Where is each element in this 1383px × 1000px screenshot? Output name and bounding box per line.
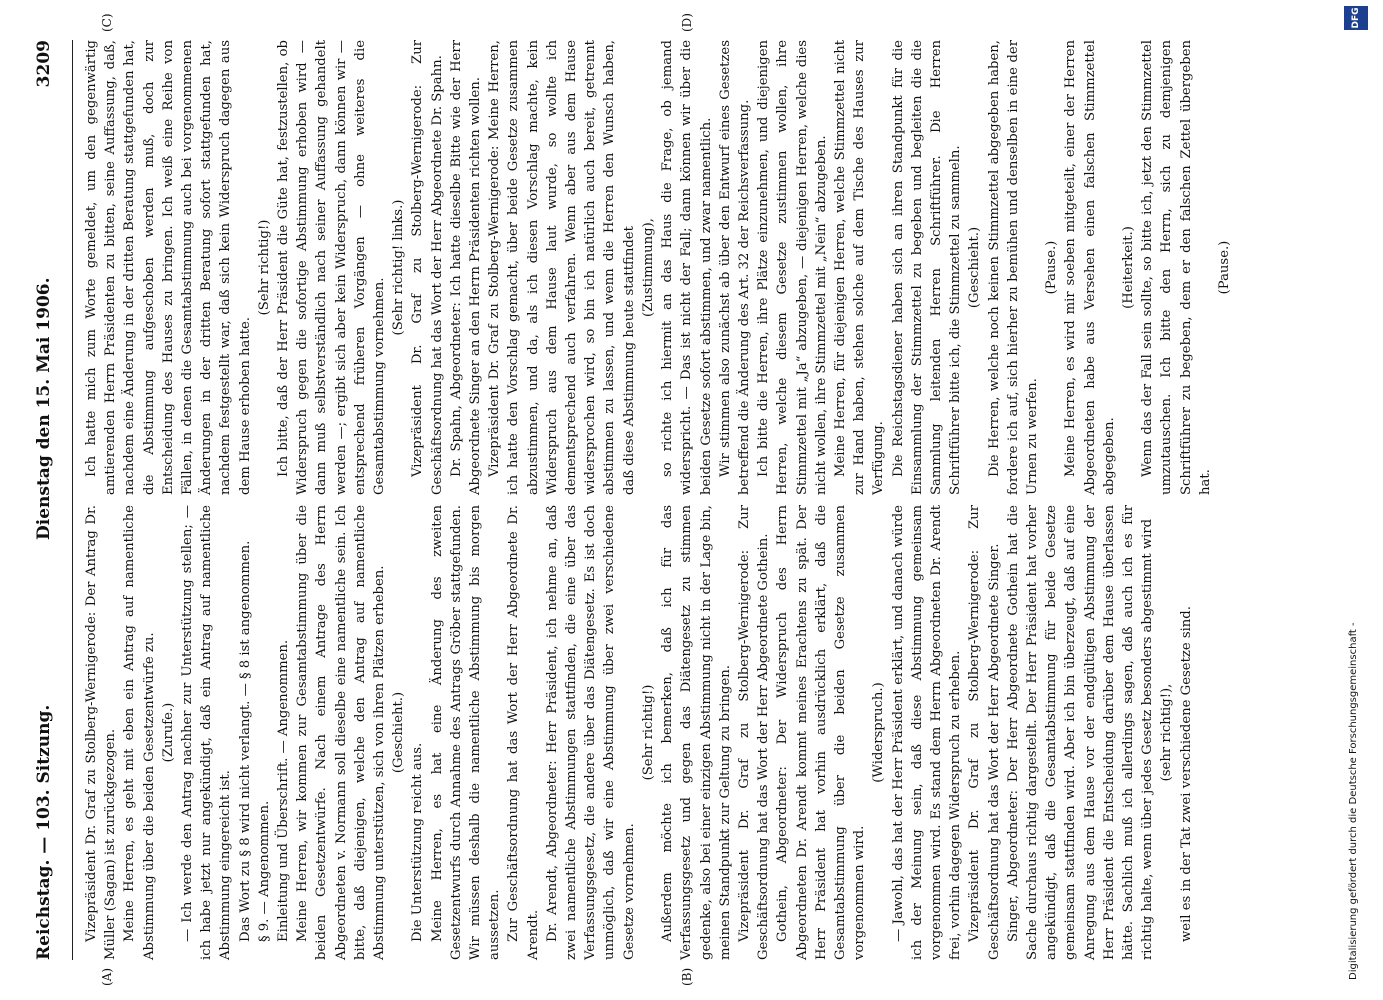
right-column	[82, 40, 1234, 495]
interjection: (Pause.)	[1216, 240, 1232, 295]
running-header	[34, 40, 68, 960]
header-rule	[72, 40, 73, 960]
interjection: (Widerspruch.)	[871, 682, 887, 783]
paragraph: Die Unterstützung reicht aus.	[410, 742, 426, 942]
paragraph: — Ich werde den Antrag nachher zur Unterstützung stellen; — ich habe jetzt nur angekündigt, daß ein Antrag auf namentliche Abstimmung eingereicht ist.	[180, 505, 234, 960]
paragraph: Das Wort zu § 8 wird nicht verlangt. — § 8 ist angenommen.	[237, 540, 253, 942]
interjection: (Sehr richtig!)	[640, 684, 656, 781]
paragraph: weil es in der Tat zwei verschiedene Gesetze sind.	[1178, 606, 1194, 942]
paragraph: Zur Geschäftsordnung hat das Wort der Herr Abgeordnete Dr. Arendt.	[506, 505, 541, 960]
paragraph: Einleitung und Überschrift. — Angenommen.	[276, 639, 292, 942]
paragraph: Vizepräsident Dr. Graf zu Stolberg-Wernigerode: Der Antrag Dr. Müller (Sagan) ist zurückgezogen.	[84, 505, 119, 960]
paragraph: Vizepräsident Dr. Graf zu Stolberg-Wernigerode: Zur Geschäftsordnung hat das Wort der Herr Abgeordnete Singer.	[967, 505, 1002, 960]
interjection: (Zurufe.)	[160, 702, 176, 763]
paragraph: Singer, Abgeordneter: Der Herr Abgeordnete Gothein hat die Sache durchaus richtig dargestellt. Der Herr Präsident hat vorher angekündigt, daß die Gesamtabstimmung für beide Gesetze gemeinsam stattfinden wird. Aber ich bin überzeugt, daß auf eine Anregung aus dem Hause vor der endgültigen Abstimmung der Herr Präsident die Entscheidung darüber dem Hause überlassen hätte. Sachlich muß ich allerdings sagen, daß auch ich es für richtig halte, wenn über jedes Gesetz besonders abgestimmt wird	[1005, 505, 1156, 960]
paragraph: Außerdem möchte ich bemerken, daß ich für das Verfassungsgesetz und gegen das Diätengesetz zu stimmen gedenke, also bei einer einzigen Abstimmung nicht in der Lage bin, meinen Standpunkt zur Geltung zu bringen.	[660, 505, 733, 960]
paragraph: Dr. Arendt, Abgeordneter: Herr Präsident, ich nehme an, daß zwei namentliche Abstimmungen stattfinden, die eine über das Verfassungsgesetz, die andere über das Diätengesetz. Es ist doch unmöglich, daß wir eine Abstimmung über zwei verschiedene Gesetze vornehmen.	[544, 505, 637, 960]
paragraph: Die Reichstagsdiener haben sich an ihren Standpunkt für die Einsammlung der Stimmzettel zu begeben und begleiten die die Sammlung leitenden Herren Schriftführer. Die Herren Schriftführer bitte ich, die Stimmzettel zu sammeln.	[890, 40, 964, 495]
header-left: Reichstag. — 103. Sitzung.	[34, 704, 54, 960]
paragraph: Wenn das der Fall sein sollte, so bitte ich, jetzt den Stimmzettel umzutauschen. Ich bitte den Herrn, sich zu demjenigen Schriftführer zu begeben, dem er den falschen Zettel übergeben hat.	[1140, 40, 1213, 495]
paragraph: Meine Herren, für diejenigen Herren, welche Stimmzettel nicht zur Hand haben, stehen solche auf dem Tische des Hauses zur Verfügung.	[832, 40, 887, 495]
paragraph: so richte ich hiermit an das Haus die Frage, ob jemand widerspricht. — Das ist nicht der Fall; dann können wir über die beiden Gesetze sofort abstimmen, und zwar namentlich.	[660, 40, 714, 495]
paragraph: Vizepräsident Dr. Graf zu Stolberg-Wernigerode: Zur Geschäftsordnung hat das Wort der Herr Abgeordnete Dr. Spahn.	[410, 40, 445, 495]
margin-mark-d: (D)	[680, 13, 694, 32]
paragraph: — Jawohl, das hat der Herr Präsident erklärt, und danach würde ich der Meinung sein, daß diese Abstimmung gemeinsam vorgenommen wird. Es stand dem Herrn Abgeordneten Dr. Arendt frei, vorhin dagegen Widerspruch zu erheben.	[890, 505, 964, 960]
interjection: (Sehr richtig!)	[256, 219, 272, 316]
credit-text: Digitalisierung gefördert durch die Deutsche Forschungsgemeinschaft -	[1348, 622, 1359, 980]
paragraph: Wir stimmen also zunächst ab über den Entwurf eines Gesetzes betreffend die Änderung des Art. 32 der Reichsverfassung.	[717, 40, 752, 495]
interjection: (Sehr richtig! links.)	[391, 199, 407, 336]
paragraph: Gothein, Abgeordneter: Der Widerspruch des Herrn Abgeordneten Dr. Arendt kommt meines Erachtens zu spät. Der Herr Präsident hat vorhin ausdrücklich erklärt, daß die Gesamtabstimmung über die beiden Gesetze zusammen vorgenommen wird.	[775, 505, 868, 960]
paragraph: Die Herren, welche noch keinen Stimmzettel abgegeben haben, fordere ich auf, sich hierher zu bemühen und denselben in eine der Urnen zu werfen.	[986, 40, 1040, 495]
margin-mark-a: (A)	[100, 967, 114, 986]
paragraph: Vizepräsident Dr. Graf zu Stolberg-Wernigerode: Zur Geschäftsordnung hat das Wort der Herr Abgeordnete Gothein.	[736, 505, 772, 960]
paragraph: Meine Herren, es geht mit eben ein Antrag auf namentliche Abstimmung über die beiden Gesetzentwürfe zu.	[122, 505, 157, 960]
interjection: (Geschieht.)	[391, 691, 407, 774]
paragraph: Dr. Spahn, Abgeordneter: Ich hatte dieselbe Bitte wie der Herr Abgeordnete Singer an den Herrn Präsidenten richten wollen.	[448, 40, 484, 495]
paragraph: Ich bitte, daß der Herr Präsident die Güte hat, festzustellen, ob Widerspruch gegen die sofortige Abstimmung erhoben wird — dann muß selbstverständlich nach seiner Auffassung gehandelt werden —; ergibt sich aber kein Widerspruch, dann können wir — entsprechend früheren Vorgängen — ohne weiteres die Gesamtabstimmung vornehmen.	[276, 40, 388, 495]
paragraph: Ich hatte mich zum Worte gemeldet, um den gegenwärtig amtierenden Herrn Präsidenten zu bitten, seine Auffassung, daß, nachdem eine Änderung in der dritten Beratung stattgefunden hat, die Abstimmung aufgeschoben werden muß, doch zur Entscheidung des Hauses zu bringen. Ich weiß eine Reihe von Fällen, in denen die Gesamtabstimmung auch bei vorgenommenen Änderungen in der dritten Beratung sofort stattgefunden hat, nachdem festgestellt war, daß sich kein Widerspruch dagegen aus dem Hause erhoben hatte.	[84, 40, 253, 495]
interjection: (Heiterkeit.)	[1120, 226, 1136, 309]
interjection: (Geschieht.)	[967, 226, 983, 309]
margin-mark-c: (C)	[100, 13, 114, 32]
header-date: Dienstag den 15. Mai 1906.	[34, 277, 54, 540]
interjection: (Zustimmung),	[640, 218, 656, 317]
margin-mark-b: (B)	[680, 967, 694, 986]
paragraph: Meine Herren, wir kommen zur Gesamtabstimmung über die beiden Gesetzentwürfe. Nach einem Antrage des Herrn Abgeordneten v. Normann soll dieselbe eine namentliche sein. Ich bitte, daß diejenigen, welche den Antrag auf namentliche Abstimmung unterstützen, sich von ihren Plätzen erheben.	[295, 505, 388, 960]
paragraph: § 9. — Angenommen.	[256, 800, 272, 942]
dfg-logo: DFG	[1344, 6, 1368, 30]
paragraph: Ich bitte die Herren, ihre Plätze einzunehmen, und diejenigen Herren, welche diesem Gesetze zustimmen wollen, ihre Stimmzettel mit „Ja“ abzugeben, — diejenigen Herren, welche dies nicht wollen, ihre Stimmzettel mit „Nein“ abzugeben.	[756, 40, 829, 495]
interjection: (Pause.)	[1044, 240, 1060, 295]
paragraph: Meine Herren, es hat eine Änderung des zweiten Gesetzentwurfs durch Annahme des Antrags Gröber stattgefunden. Wir müssen deshalb die namentliche Abstimmung bis morgen aussetzen.	[429, 505, 503, 960]
paragraph: Vizepräsident Dr. Graf zu Stolberg-Wernigerode: Meine Herren, ich hatte den Vorschlag gemacht, über beide Gesetze zusammen abzustimmen, und da, als ich diesen Vorschlag machte, kein Widerspruch aus dem Hause laut wurde, so wollte ich dementsprechend auch verfahren. Wenn aber aus dem Hause widersprochen wird, so bin ich natürlich auch bereit, getrennt abstimmen zu lassen, und wenn die Herren den Wunsch haben, daß diese Abstimmung heute stattfindet	[487, 40, 637, 495]
paragraph: Meine Herren, es wird mir soeben mitgeteilt, einer der Herren Abgeordneten habe aus Versehen einen falschen Stimmzettel abgegeben.	[1063, 40, 1117, 495]
interjection: (sehr richtig!),	[1159, 683, 1175, 782]
page-number: 3209	[34, 40, 54, 88]
digitization-credit	[1348, 7, 1378, 980]
left-column	[82, 505, 1196, 960]
